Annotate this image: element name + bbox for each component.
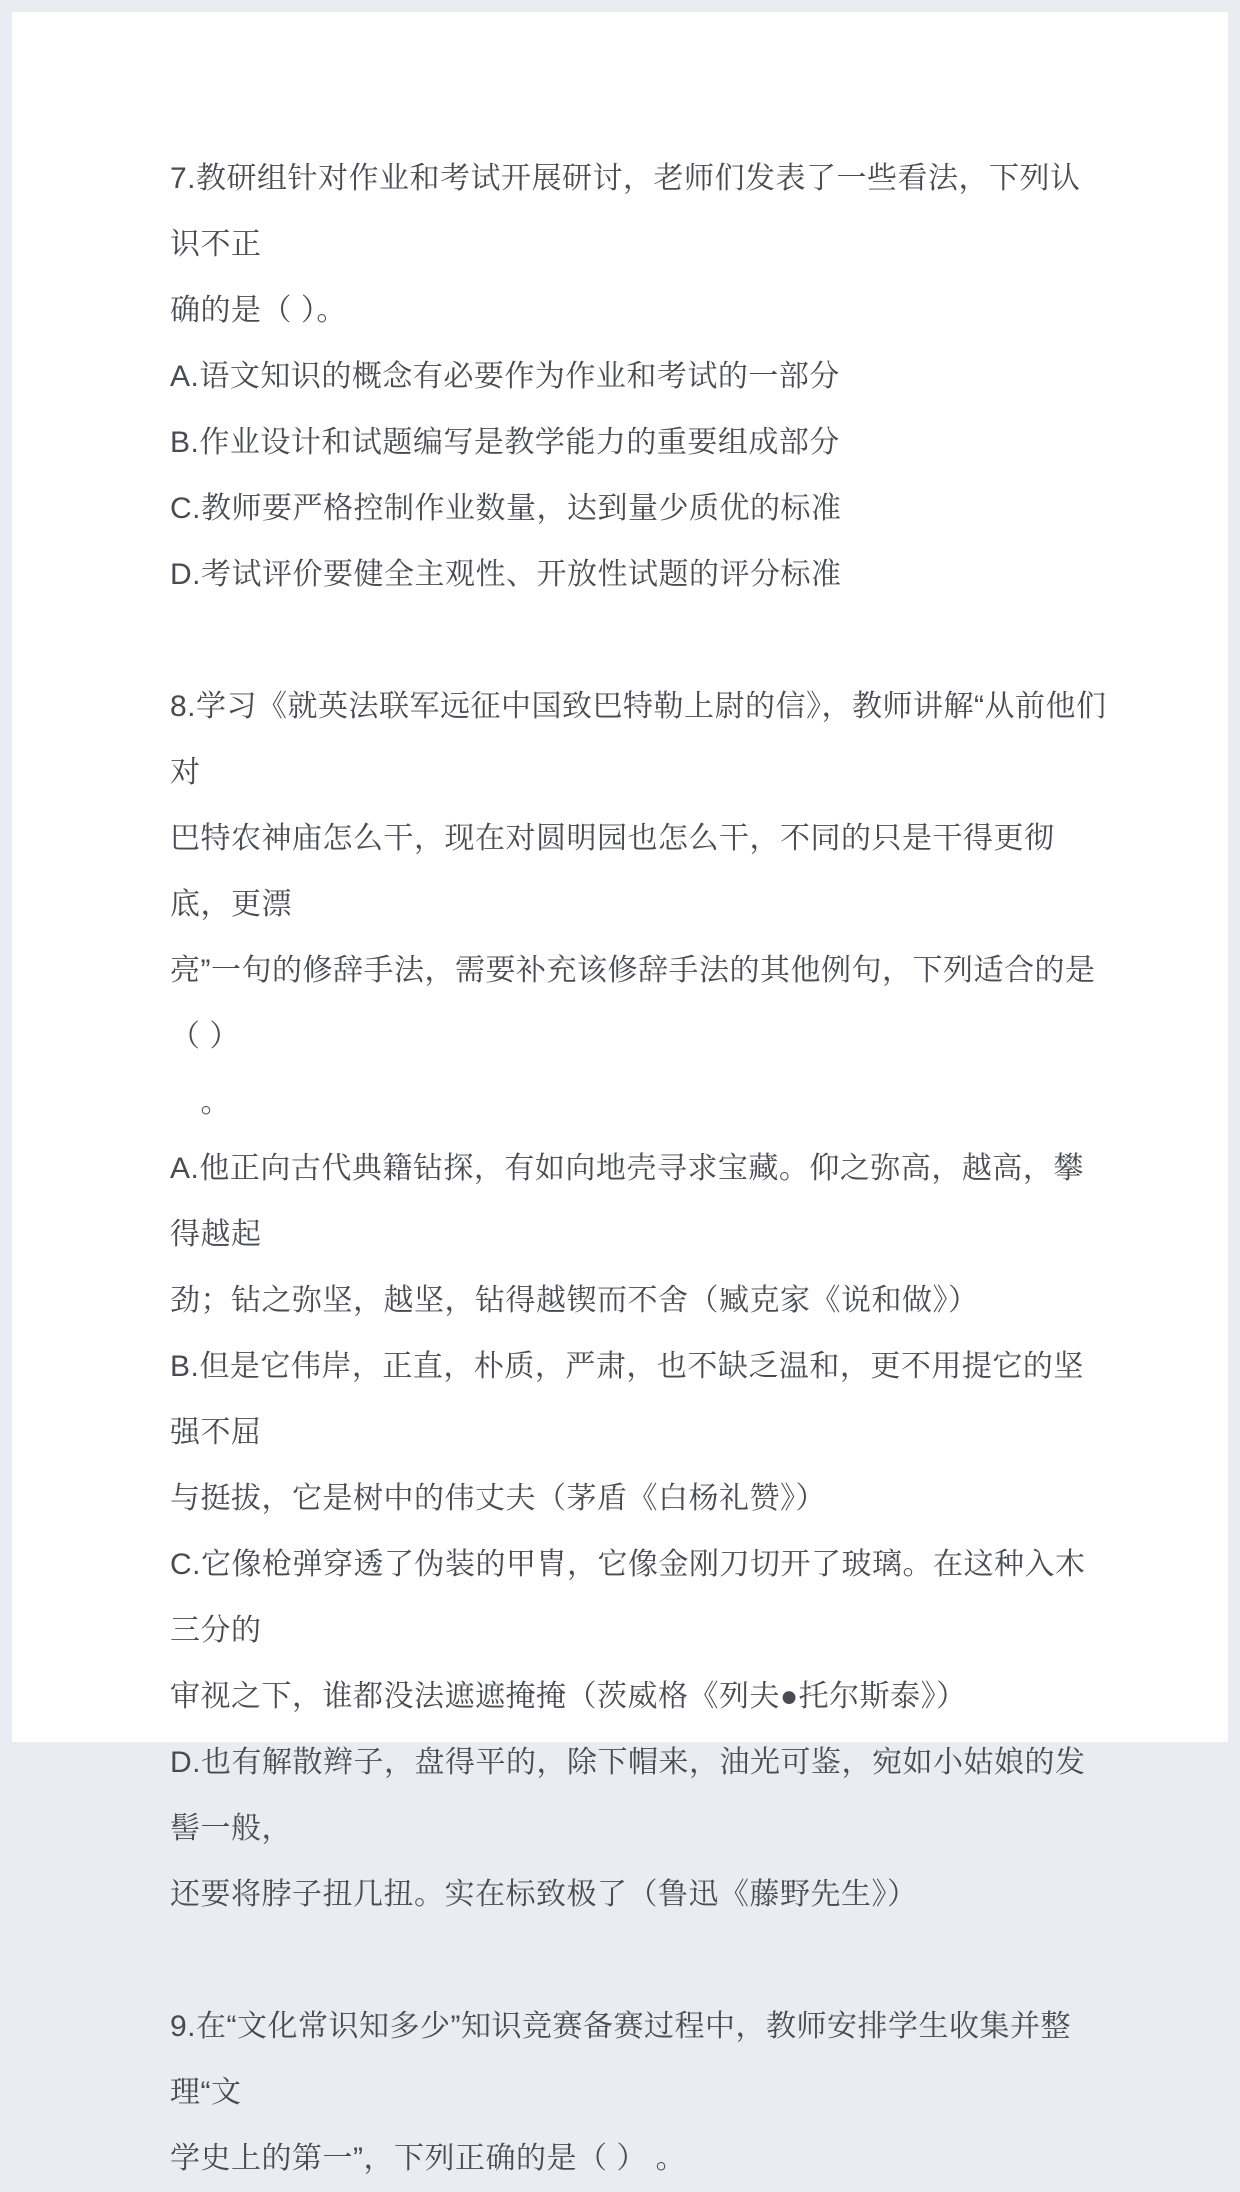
q8-stem-line-4: 。 bbox=[170, 1086, 231, 1119]
q9-stem-line-2: 学史上的第一”，下列正确的是（ ） 。 bbox=[170, 2142, 687, 2175]
exam-content bbox=[12, 12, 1228, 2192]
q7-stem-line-2: 确的是（ ）。 bbox=[170, 294, 347, 327]
question-8 bbox=[170, 674, 1126, 1928]
q8-option-a-line-1: A.他正向古代典籍钻探，有如向地壳寻求宝藏。仰之弥高，越高，攀得越起 bbox=[170, 1152, 1084, 1251]
q7-stem-line-1: 7.教研组针对作业和考试开展研讨，老师们发表了一些看法，下列认识不正 bbox=[170, 162, 1081, 261]
question-9 bbox=[170, 1994, 1108, 2192]
q8-stem-line-3: 亮”一句的修辞手法，需要补充该修辞手法的其他例句，下列适合的是 （ ） bbox=[170, 954, 1126, 1053]
q7-option-b: B.作业设计和试题编写是教学能力的重要组成部分 bbox=[170, 426, 840, 459]
q7-option-c: C.教师要严格控制作业数量，达到量少质优的标准 bbox=[170, 492, 842, 525]
q8-stem-line-2: 巴特农神庙怎么干，现在对圆明园也怎么干，不同的只是干得更彻底，更漂 bbox=[170, 822, 1055, 921]
question-7 bbox=[170, 146, 1108, 608]
q8-option-c-line-1: C.它像枪弹穿透了伪装的甲胄，它像金刚刀切开了玻璃。在这种入木三分的 bbox=[170, 1548, 1086, 1647]
q8-option-c-line-2: 审视之下，谁都没法遮遮掩掩（茨威格《列夫●托尔斯泰》） bbox=[170, 1680, 967, 1713]
q7-option-a: A.语文知识的概念有必要作为作业和考试的一部分 bbox=[170, 360, 840, 393]
q7-option-d: D.考试评价要健全主观性、开放性试题的评分标准 bbox=[170, 558, 842, 591]
q8-option-d-line-1: D.也有解散辫子，盘得平的，除下帽来，油光可鉴，宛如小姑娘的发髻一般， bbox=[170, 1746, 1086, 1845]
document-page bbox=[12, 12, 1228, 2175]
q8-option-b-line-1: B.但是它伟岸，正直，朴质，严肃，也不缺乏温和，更不用提它的坚强不屈 bbox=[170, 1350, 1084, 1449]
q8-option-a-line-2: 劲；钻之弥坚，越坚，钻得越锲而不舍（臧克家《说和做》） bbox=[170, 1284, 979, 1317]
q8-stem-line-1: 8.学习《就英法联军远征中国致巴特勒上尉的信》，教师讲解“从前他们对 bbox=[170, 690, 1107, 789]
q9-stem-line-1: 9.在“文化常识知多少”知识竞赛备赛过程中，教师安排学生收集并整理“文 bbox=[170, 2010, 1071, 2109]
q8-option-d-line-2: 还要将脖子扭几扭。实在标致极了（鲁迅《藤野先生》） bbox=[170, 1878, 918, 1911]
q8-option-b-line-2: 与挺拔，它是树中的伟丈夫（茅盾《白杨礼赞》） bbox=[170, 1482, 826, 1515]
